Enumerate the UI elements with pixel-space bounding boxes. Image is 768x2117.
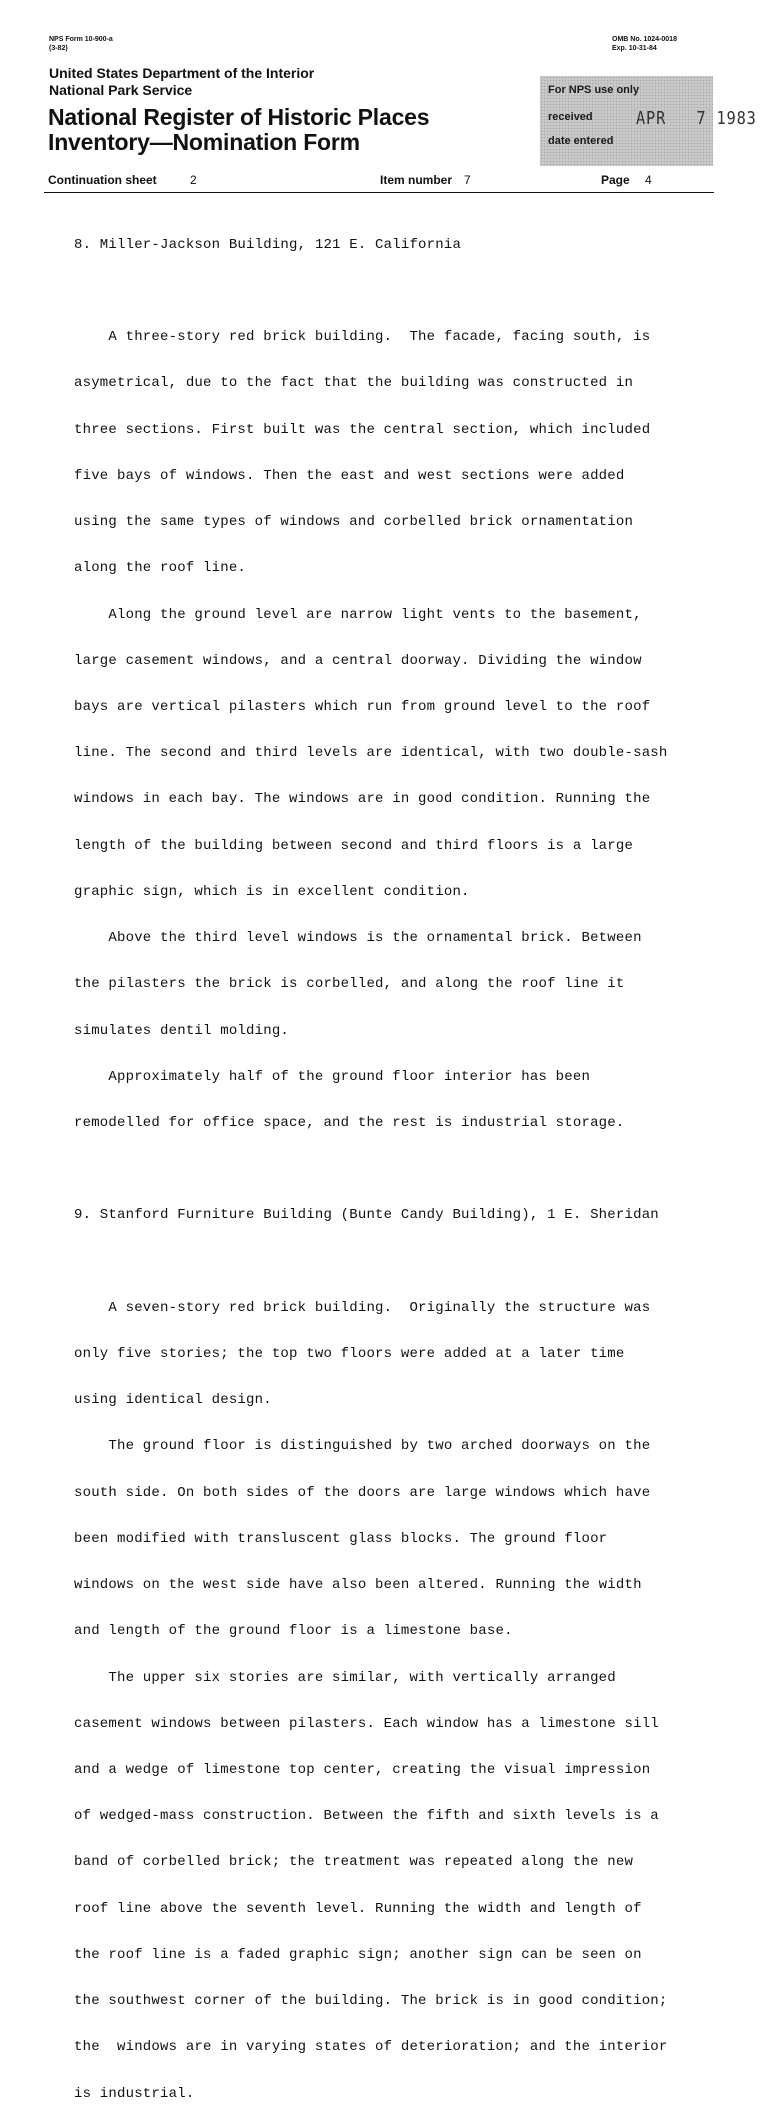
text-line: windows in each bay. The windows are in good condition. Running the: [74, 791, 651, 808]
continuation-sheet-label: Continuation sheet: [48, 173, 157, 187]
text-line: A seven-story red brick building. Originally the structure was: [74, 1299, 651, 1316]
continuation-sheet-value: 2: [190, 173, 197, 187]
item-number-label: Item number: [380, 173, 453, 187]
header-divider: [44, 192, 714, 193]
omb-info: [612, 35, 677, 53]
text-line: and length of the ground floor is a limestone base.: [74, 1623, 513, 1640]
text-line: Along the ground level are narrow light vents to the basement,: [74, 606, 642, 623]
text-line: large casement windows, and a central doorway. Dividing the window: [74, 652, 642, 669]
text-line: Above the third level windows is the ornamental brick. Between: [74, 930, 642, 947]
text-line: length of the building between second and third floors is a large: [74, 837, 634, 854]
text-line: been modified with transluscent glass blocks. The ground floor: [74, 1530, 608, 1547]
form-revision: (3-82): [49, 45, 68, 52]
text-line: three sections. First built was the central section, which included: [74, 421, 651, 438]
text-line: is industrial.: [74, 2085, 195, 2102]
text-line: the southwest corner of the building. The brick is in good condition;: [74, 1993, 668, 2010]
text-line: of wedged-mass construction. Between the fifth and sixth levels is a: [74, 1808, 659, 1825]
form-title-line2: Inventory—Nomination Form: [48, 129, 360, 155]
text-line: remodelled for office space, and the rest is industrial storage.: [74, 1114, 625, 1131]
form-number-text: NPS Form 10-900-a: [49, 36, 113, 43]
text-line: the pilasters the brick is corbelled, and along the roof line it: [74, 976, 625, 993]
text-line: using identical design.: [74, 1392, 272, 1409]
form-title-line1: National Register of Historic Places: [48, 104, 430, 130]
text-line: graphic sign, which is in excellent condition.: [74, 883, 470, 900]
form-number: [49, 35, 113, 53]
text-line: Approximately half of the ground floor interior has been: [74, 1068, 591, 1085]
text-line: A three-story red brick building. The facade, facing south, is: [74, 329, 651, 346]
text-line: simulates dentil molding.: [74, 1022, 290, 1039]
text-line: using the same types of windows and corbelled brick ornamentation: [74, 514, 634, 531]
agency-name: National Park Service: [49, 82, 193, 98]
text-line: bays are vertical pilasters which run from ground level to the roof: [74, 698, 651, 715]
nps-use-only-label: For NPS use only: [548, 84, 640, 96]
received-label: received: [548, 111, 593, 123]
text-line: the roof line is a faded graphic sign; another sign can be seen on: [74, 1946, 642, 1963]
text-line: and a wedge of limestone top center, creating the visual impression: [74, 1761, 651, 1778]
text-line: south side. On both sides of the doors are large windows which have: [74, 1484, 651, 1501]
received-date-stamp: APR 7 1983: [636, 108, 757, 129]
omb-number: OMB No. 1024-0018: [612, 36, 677, 43]
text-line: casement windows between pilasters. Each window has a limestone sill: [74, 1715, 659, 1732]
text-line: The upper six stories are similar, with vertically arranged: [74, 1669, 616, 1686]
text-line: five bays of windows. Then the east and west sections were added: [74, 467, 625, 484]
text-line: only five stories; the top two floors were added at a later time: [74, 1346, 625, 1363]
text-line: windows on the west side have also been altered. Running the width: [74, 1577, 642, 1594]
nomination-text: [74, 207, 724, 2117]
expiration: Exp. 10-31-84: [612, 45, 657, 52]
department-name: United States Department of the Interior: [49, 65, 315, 81]
date-entered-label: date entered: [548, 135, 614, 147]
text-line: roof line above the seventh level. Running the width and length of: [74, 1900, 642, 1917]
page-label: Page: [601, 173, 630, 187]
text-line: The ground floor is distinguished by two arched doorways on the: [74, 1438, 651, 1455]
section-heading: 8. Miller-Jackson Building, 121 E. California: [74, 236, 462, 253]
text-line: band of corbelled brick; the treatment was repeated along the new: [74, 1854, 634, 1871]
page-value: 4: [645, 173, 652, 187]
text-line: the windows are in varying states of deterioration; and the interior: [74, 2039, 668, 2056]
text-line: along the roof line.: [74, 560, 247, 577]
item-number-value: 7: [464, 173, 471, 187]
text-line: line. The second and third levels are identical, with two double-sash: [74, 745, 668, 762]
section-heading: 9. Stanford Furniture Building (Bunte Candy Building), 1 E. Sheridan: [74, 1207, 659, 1224]
text-line: asymetrical, due to the fact that the building was constructed in: [74, 375, 634, 392]
